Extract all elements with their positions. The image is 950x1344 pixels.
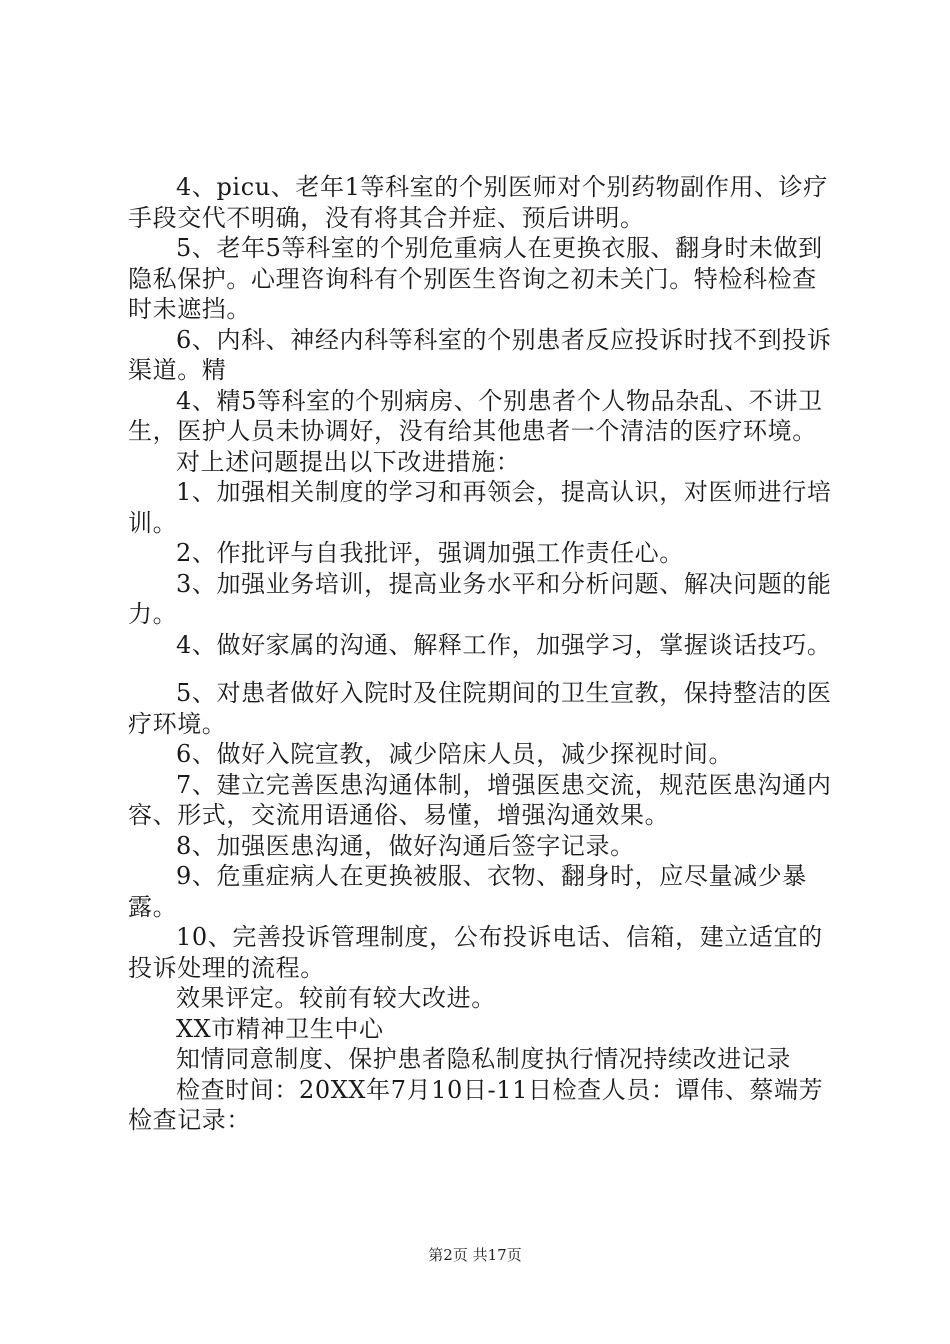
- measure-8: 8、加强医患沟通，做好沟通后签字记录。: [176, 831, 635, 860]
- measure-10: 10、完善投诉管理制度，公布投诉电话、信箱，建立适宜的投诉处理的流程。: [128, 923, 823, 982]
- measure-6: 6、做好入院宣教，减少陪床人员，减少探视时间。: [176, 740, 734, 768]
- page-footer: 第2页 共17页: [428, 1246, 522, 1264]
- record-title: 知情同意制度、保护患者隐私制度执行情况持续改进记录: [176, 1045, 791, 1073]
- paragraph-6-complaint: 6、内科、神经内科等科室的个别患者反应投诉时找不到投诉渠道。精: [128, 325, 832, 384]
- measure-9: 9、危重症病人在更换被服、衣物、翻身时，应尽量减少暴露。: [128, 862, 807, 921]
- paragraph-measures-intro: 对上述问题提出以下改进措施：: [176, 447, 521, 476]
- document-body: [128, 172, 838, 1136]
- paragraph-5-privacy: 5、老年5等科室的个别危重病人在更换衣服、翻身时未做到隐私保护。心理咨询科有个别医生咨询之初未关门。特检科检查时未遮挡。: [128, 234, 823, 323]
- blank-line: [128, 660, 838, 678]
- evaluation: 效果评定。较前有较大改进。: [176, 984, 496, 1012]
- measure-3: 3、加强业务培训，提高业务水平和分析问题、解决问题的能力。: [128, 569, 832, 628]
- inspection-info: 检查时间：20XX年7月10日-11日检查人员：谭伟、蔡端芳检查记录：: [128, 1075, 824, 1134]
- measure-5: 5、对患者做好入院时及住院期间的卫生宣教，保持整洁的医疗环境。: [128, 679, 832, 738]
- measure-2: 2、作批评与自我批评，强调加强工作责任心。: [176, 539, 684, 567]
- organization-name: XX市精神卫生中心: [176, 1014, 384, 1043]
- paragraph-4-ward: 4、精5等科室的个别病房、个别患者个人物品杂乱、不讲卫生，医护人员未协调好，没有给其他患者一个清洁的医疗环境。: [128, 386, 823, 445]
- measure-4: 4、做好家属的沟通、解释工作，加强学习，掌握谈话技巧。: [176, 630, 832, 659]
- measure-1: 1、加强相关制度的学习和再领会，提高认识，对医师进行培训。: [128, 478, 832, 537]
- measure-7: 7、建立完善医患沟通体制，增强医患交流，规范医患沟通内容、形式，交流用语通俗、易懂，增强沟通效果。: [128, 770, 832, 829]
- paragraph-4-picu: 4、picu、老年1等科室的个别医师对个别药物副作用、诊疗手段交代不明确，没有将其合并症、预后讲明。: [128, 173, 828, 232]
